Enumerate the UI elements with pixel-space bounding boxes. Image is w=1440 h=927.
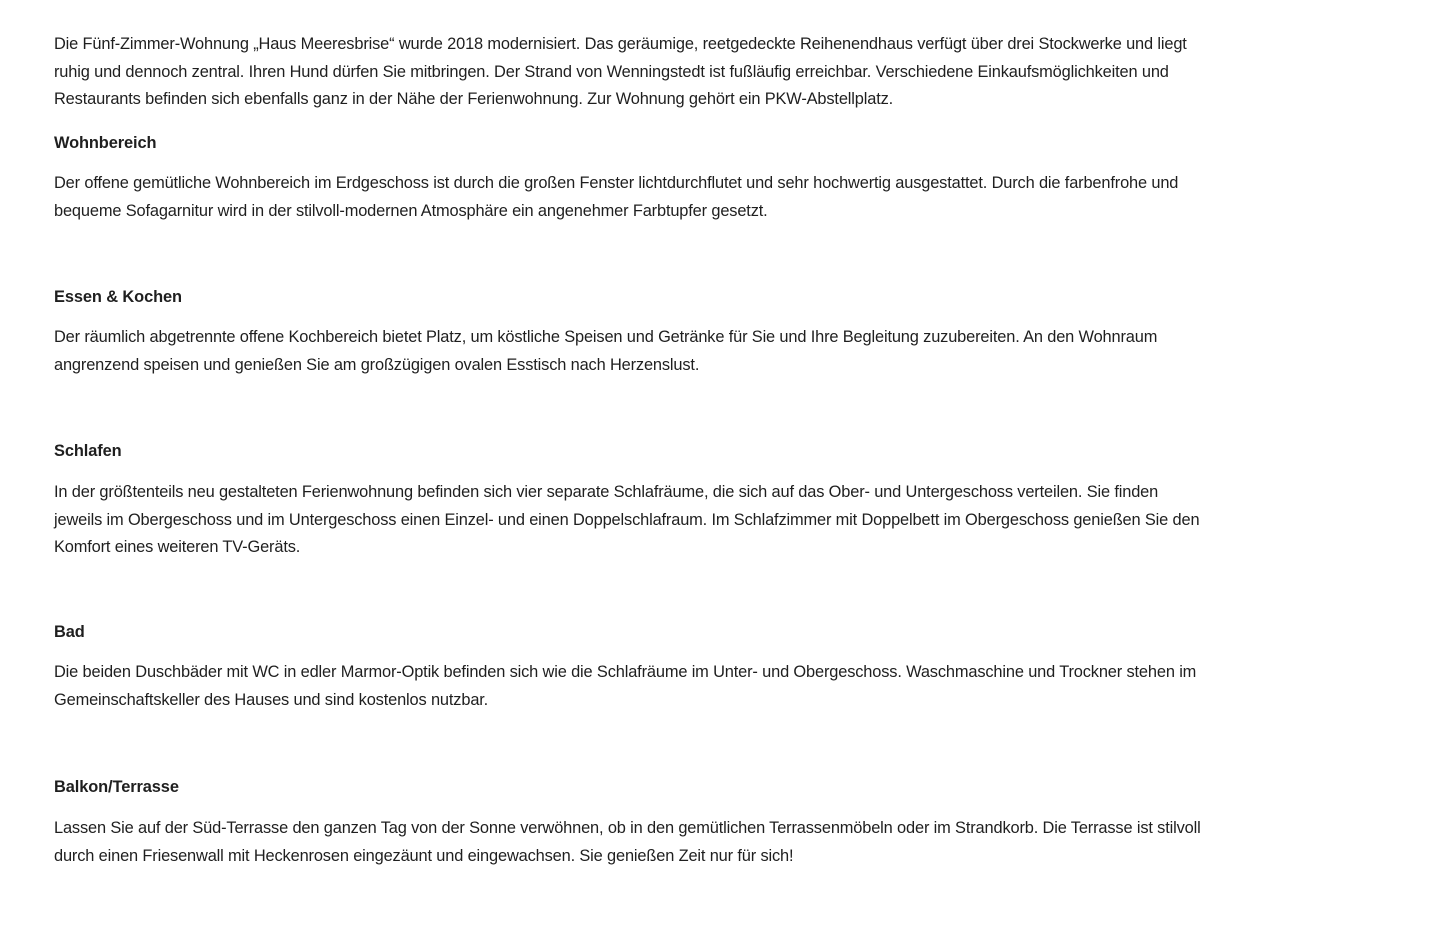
- paragraph-line: Die beiden Duschbäder mit WC in edler Marmor-Optik befinden sich wie die Schlafräume im Unter- und Obergeschoss. Waschmaschine und Trockner stehen im: [54, 663, 1197, 681]
- paragraph-line: angrenzend speisen und genießen Sie am großzügigen ovalen Esstisch nach Herzenslust.: [54, 355, 700, 374]
- section-wohnbereich: [54, 132, 1400, 154]
- intro-paragraph: [54, 31, 1400, 114]
- paragraph-line: ruhig und dennoch zentral. Ihren Hund dürfen Sie mitbringen. Der Strand von Wenningstedt ist fußläufig erreichbar. Verschiedene Einkaufsmöglichkeiten und: [54, 62, 1169, 81]
- paragraph-line: Restaurants befinden sich ebenfalls ganz in der Nähe der Ferienwohnung. Zur Wohnung gehört ein PKW-Abstellplatz.: [54, 90, 894, 109]
- section-essen-kochen-text: [54, 324, 1400, 379]
- section-schlafen: [54, 440, 1400, 462]
- section-balkon-terrasse-text: [54, 815, 1400, 870]
- paragraph-line: durch einen Friesenwall mit Heckenrosen eingezäunt und eingewachsen. Sie genießen Zeit nur für sich!: [54, 846, 794, 865]
- section-heading: Wohnbereich: [54, 134, 157, 152]
- paragraph-line: Komfort eines weiteren TV-Geräts.: [54, 538, 301, 557]
- section-heading: Bad: [54, 623, 85, 641]
- paragraph-line: In der größtenteils neu gestalteten Ferienwohnung befinden sich vier separate Schlafräume, die sich auf das Ober- und Untergeschoss verteilen. Sie finden: [54, 483, 1159, 501]
- paragraph-line: Gemeinschaftskeller des Hauses und sind kostenlos nutzbar.: [54, 690, 489, 709]
- section-bad: [54, 621, 1400, 643]
- section-heading: Essen & Kochen: [54, 288, 182, 306]
- section-wohnbereich-text: [54, 170, 1400, 225]
- section-balkon-terrasse: [54, 776, 1400, 798]
- paragraph-line: bequeme Sofagarnitur wird in der stilvoll-modernen Atmosphäre ein angenehmer Farbtupfer gesetzt.: [54, 201, 768, 220]
- section-schlafen-text: [54, 479, 1400, 562]
- paragraph-line: Die Fünf-Zimmer-Wohnung „Haus Meeresbrise“ wurde 2018 modernisiert. Das geräumige, reetgedeckte Reihenendhaus verfügt über drei Stockwerke und liegt: [54, 35, 1187, 53]
- section-heading: Balkon/Terrasse: [54, 778, 179, 796]
- section-essen-kochen: [54, 286, 1400, 308]
- section-bad-text: [54, 659, 1400, 714]
- section-heading: Schlafen: [54, 442, 122, 460]
- paragraph-line: Der räumlich abgetrennte offene Kochbereich bietet Platz, um köstliche Speisen und Getränke für Sie und Ihre Begleitung zuzubereiten. An den Wohnraum: [54, 328, 1158, 346]
- paragraph-line: Der offene gemütliche Wohnbereich im Erdgeschoss ist durch die großen Fenster lichtdurchflutet und sehr hochwertig ausgestattet. Durch die farbenfrohe und: [54, 174, 1179, 192]
- paragraph-line: jeweils im Obergeschoss und im Untergeschoss einen Einzel- und einen Doppelschlafraum. Im Schlafzimmer mit Doppelbett im Obergeschoss genießen Sie den: [54, 510, 1200, 529]
- paragraph-line: Lassen Sie auf der Süd-Terrasse den ganzen Tag von der Sonne verwöhnen, ob in den gemütlichen Terrassenmöbeln oder im Strandkorb. Die Terrasse ist stilvoll: [54, 819, 1201, 837]
